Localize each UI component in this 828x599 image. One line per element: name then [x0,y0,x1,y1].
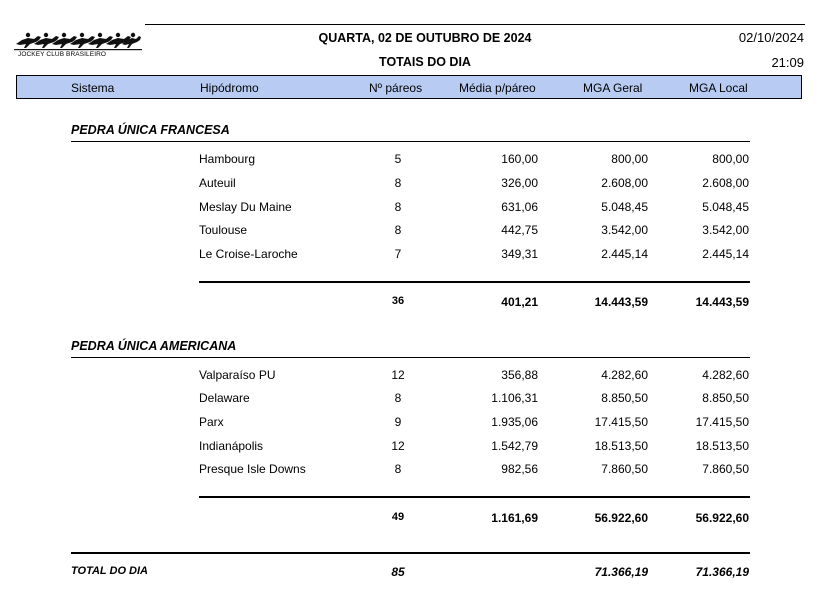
total-row [0,565,828,581]
pareos-value: 8 [394,391,402,405]
pareos-value: 12 [391,368,405,382]
total-mga-geral: 71.366,19 [594,565,648,579]
mga-local-value: 2.445,14 [702,247,749,261]
subtotal-mga-geral: 56.922,60 [594,511,648,525]
hipodromo-name: Parx [199,415,224,429]
media-value: 1.542,79 [491,439,538,453]
column-header-mga-geral: MGA Geral [583,81,643,95]
hipodromo-name: Delaware [199,391,250,405]
mga-local-value: 18.513,50 [695,439,749,453]
media-value: 1.106,31 [491,391,538,405]
table-row [0,415,828,431]
mga-geral-value: 3.542,00 [601,223,648,237]
subtotal-row [0,295,828,311]
subtotal-mga-geral: 14.443,59 [594,295,648,309]
mga-geral-value: 2.608,00 [601,176,648,190]
pareos-value: 8 [394,462,402,476]
table-row [0,368,828,384]
column-header-mga-local: MGA Local [689,81,748,95]
subtotal-mga-local: 14.443,59 [695,295,749,309]
report-time: 21:09 [771,55,804,70]
mga-geral-value: 8.850,50 [601,391,648,405]
hipodromo-name: Le Croise-Laroche [199,247,298,261]
section-title-francesa: PEDRA ÚNICA FRANCESA [71,123,230,137]
mga-local-value: 3.542,00 [702,223,749,237]
table-row [0,176,828,192]
subtotal-pareos: 36 [391,295,405,307]
hipodromo-name: Hambourg [199,152,256,166]
section-rule [71,357,750,358]
media-value: 326,00 [501,176,538,190]
hipodromo-name: Presque Isle Downs [199,462,306,476]
table-row [0,247,828,263]
pareos-value: 9 [394,415,402,429]
hipodromo-name: Indianápolis [199,439,264,453]
table-row [0,439,828,455]
hipodromo-name: Toulouse [199,223,248,237]
column-header-bar [16,75,802,99]
mga-geral-value: 4.282,60 [601,368,648,382]
mga-local-value: 5.048,45 [702,200,749,214]
report-date: 02/10/2024 [738,30,804,45]
section-rule [71,141,750,142]
mga-geral-value: 800,00 [611,152,648,166]
table-row [0,200,828,216]
pareos-value: 12 [391,439,405,453]
table-row [0,391,828,407]
mga-geral-value: 17.415,50 [594,415,648,429]
mga-geral-value: 18.513,50 [594,439,648,453]
subtotal-media: 1.161,69 [491,511,538,525]
mga-local-value: 4.282,60 [702,368,749,382]
subtotal-media: 401,21 [501,295,538,309]
pareos-value: 8 [394,200,402,214]
mga-geral-value: 5.048,45 [601,200,648,214]
column-header-pareos: Nº páreos [369,81,423,95]
logo-text: JOCKEY CLUB BRASILEIRO [18,51,107,58]
mga-local-value: 17.415,50 [695,415,749,429]
mga-local-value: 7.860,50 [702,462,749,476]
total-mga-local: 71.366,19 [695,565,749,579]
media-value: 349,31 [501,247,538,261]
column-header-hipodromo: Hipódromo [200,81,259,95]
subtotal-rule [199,281,750,283]
jockey-club-logo [14,30,142,62]
pareos-value: 5 [394,152,402,166]
mga-local-value: 800,00 [712,152,749,166]
subtotal-row [0,511,828,527]
mga-local-value: 8.850,50 [702,391,749,405]
pareos-value: 8 [394,223,402,237]
media-value: 631,06 [501,200,538,214]
mga-geral-value: 7.860,50 [601,462,648,476]
mga-local-value: 2.608,00 [702,176,749,190]
subtotal-mga-local: 56.922,60 [695,511,749,525]
table-row [0,152,828,168]
media-value: 982,56 [501,462,538,476]
column-header-media: Média p/páreo [459,81,536,95]
media-value: 1.935,06 [491,415,538,429]
racing-horses-icon [14,30,142,52]
media-value: 160,00 [501,152,538,166]
media-value: 356,88 [501,368,538,382]
report-title: QUARTA, 02 DE OUTUBRO DE 2024 [318,31,532,45]
table-row [0,223,828,239]
total-label: TOTAL DO DIA [71,565,148,577]
header-rule [145,24,805,25]
media-value: 442,75 [501,223,538,237]
hipodromo-name: Meslay Du Maine [199,200,292,214]
total-rule [71,552,750,554]
total-pareos: 85 [391,565,405,579]
pareos-value: 7 [394,247,402,261]
section-title-americana: PEDRA ÚNICA AMERICANA [71,339,237,353]
subtotal-pareos: 49 [391,511,405,523]
pareos-value: 8 [394,176,402,190]
report-subtitle: TOTAIS DO DIA [379,55,471,69]
hipodromo-name: Auteuil [199,176,236,190]
hipodromo-name: Valparaíso PU [199,368,276,382]
mga-geral-value: 2.445,14 [601,247,648,261]
column-header-sistema: Sistema [71,81,115,95]
subtotal-rule [199,496,750,498]
table-row [0,462,828,478]
